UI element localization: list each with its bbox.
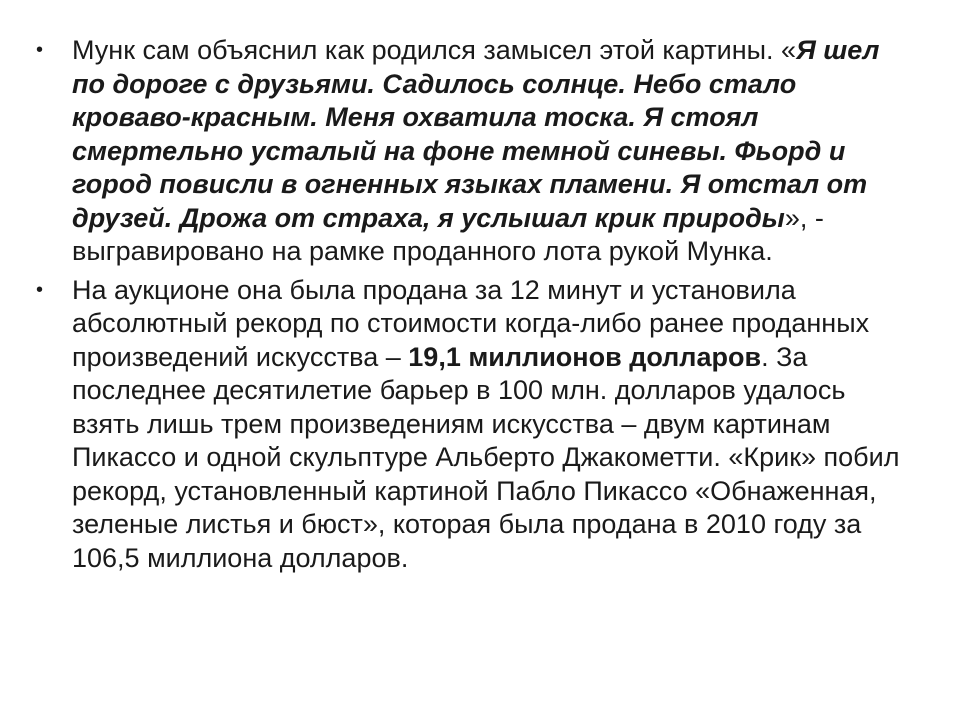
bullet-list [36,34,916,580]
bullet-icon: • [36,278,44,301]
bullet-icon: • [36,39,44,61]
bullet-intro-text: Мунк сам объяснил как родился замысел этой картины. [72,35,774,65]
bullet-item-auction [36,274,916,576]
quote-open-mark: « [781,35,797,65]
quote-close-mark: », - [784,202,824,233]
record-price-highlight: 19,1 миллионов долларов [408,341,762,372]
munch-quote-text: Я шел по дороге с друзьями. Садилось солнце. Небо стало кроваво-красным. Меня охватила тоска. Я стоял смертельно усталый на фоне темной синевы. Фьорд и город повисли в огненных языках пламени. Я отстал от друзей. Дрожа от страха, я услышал крик природы [72,35,880,233]
bullet-item-munch-quote [36,34,916,269]
bullet-outro-text: выгравировано на рамке проданного лота рукой Мунка. [72,236,773,266]
auction-text-before: На аукционе она была продана за 12 минут и установила абсолютный рекорд по стоимости когда-либо ранее проданных произведений искусства – [72,274,870,372]
auction-text-after: . За последнее десятилетие барьер в 100 млн. долларов удалось взять лишь трем произведениям искусства – двум картинам Пикассо и одной скульптуре Альберто Джакометти. «Крик» побил рекорд, установленный картиной Пабло Пикассо «Обнаженная, зеленые листья и бюст», которая была продана в 2010 году за 106,5 миллиона долларов. [72,341,900,573]
